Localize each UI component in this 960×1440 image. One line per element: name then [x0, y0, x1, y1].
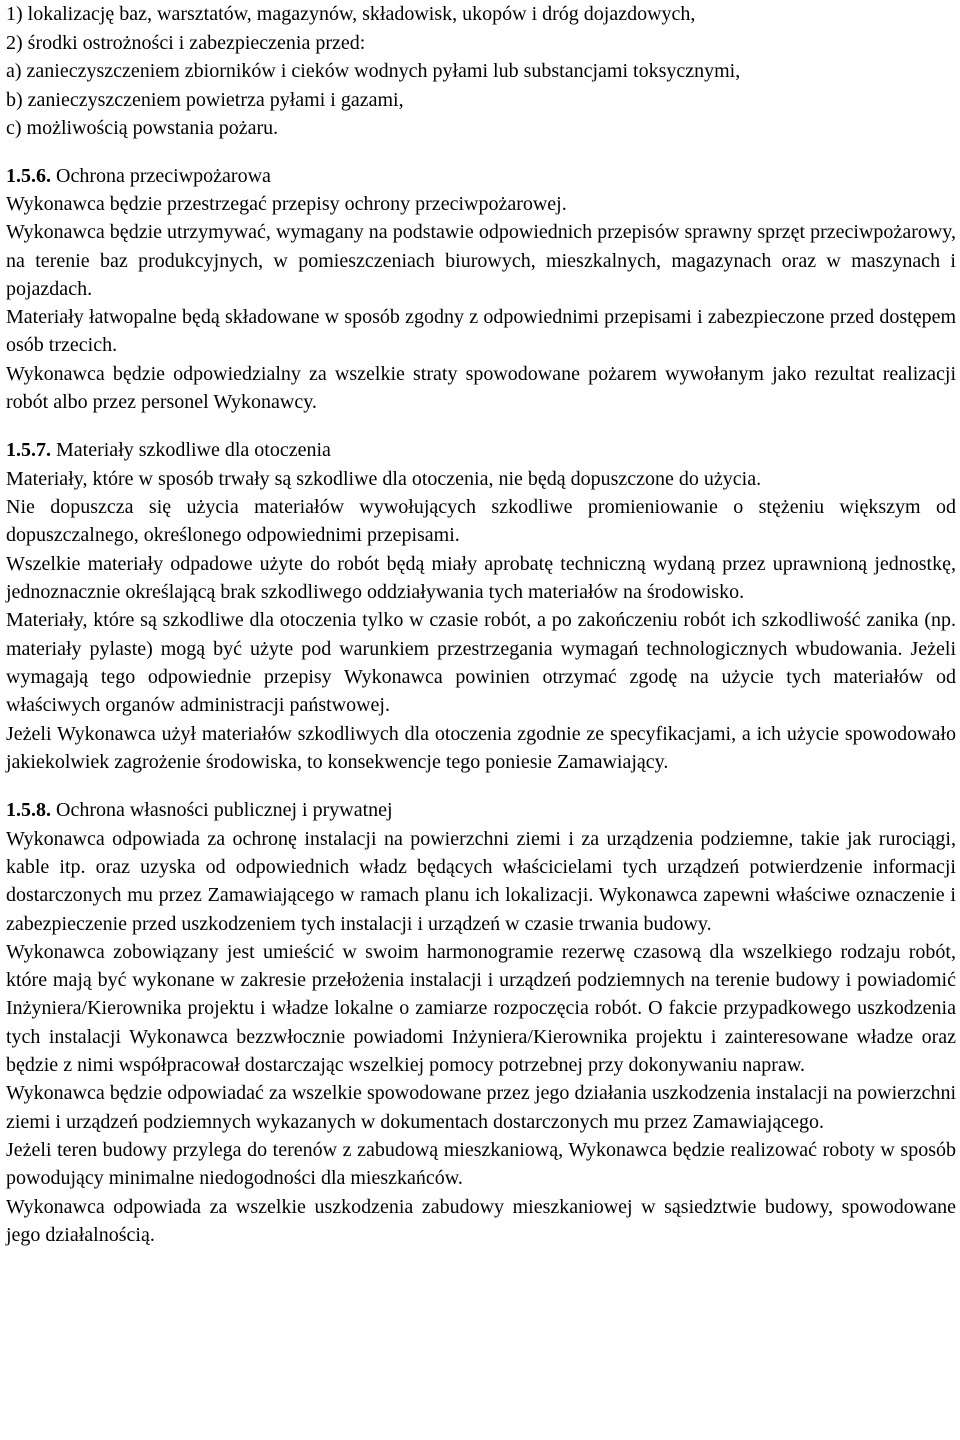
list-subitem-b: b) zanieczyszczeniem powietrza pyłami i gazami, — [6, 88, 404, 111]
section-heading — [6, 436, 956, 465]
section-1-5-6 — [6, 162, 956, 417]
section-title: Materiały szkodliwe dla otoczenia — [56, 439, 331, 462]
paragraph: Materiały łatwopalne będą składowane w sposób zgodny z odpowiednimi przepisami i zabezpieczone przed dostępem osób trzecich. — [6, 306, 956, 357]
paragraph: Nie dopuszcza się użycia materiałów wywołujących szkodliwe promieniowanie o stężeniu większym od dopuszczalnego, określonego odpowiednimi przepisami. — [6, 496, 956, 547]
section-number: 1.5.7. — [6, 439, 51, 462]
paragraph: Materiały, które są szkodliwe dla otoczenia tylko w czasie robót, a po zakończeniu robót ich szkodliwość zanika (np. materiały pylaste) mogą być użyte pod warunkiem przestrzegania wymagań technologicznych wbudowania. Jeżeli wymagają tego odpowiednie przepisy Wykonawca powinien otrzymać zgodę na użycie tych materiałów od właściwych organów administracji państwowej. — [6, 609, 956, 717]
section-1-5-8 — [6, 796, 956, 1249]
section-title: Ochrona przeciwpożarowa — [56, 164, 271, 187]
paragraph: Wykonawca będzie utrzymywać, wymagany na podstawie odpowiednich przepisów sprawny sprzęt przeciwpożarowy, na terenie baz produkcyjnych, w pomieszczeniach biurowych, mieszkalnych, magazynach oraz w maszynach i pojazdach. — [6, 221, 956, 300]
section-1-5-7 — [6, 436, 956, 776]
paragraph: Wykonawca będzie odpowiedzialny za wszelkie straty spowodowane pożarem wywołanym jako rezultat realizacji robót albo przez personel Wykonawcy. — [6, 362, 956, 414]
paragraph: Jeżeli teren budowy przylega do terenów z zabudową mieszkaniową, Wykonawca będzie realizować roboty w sposób powodujący minimalne niedogodności dla mieszkańców. — [6, 1138, 956, 1190]
list-item-1: 1) lokalizację baz, warsztatów, magazynów, składowisk, ukopów i dróg dojazdowych, — [6, 3, 696, 25]
paragraph: Jeżeli Wykonawca użył materiałów szkodliwych dla otoczenia zgodnie ze specyfikacjami, a ich użycie spowodowało jakiekolwiek zagrożenie środowiska, to konsekwencje tego poniesie Zamawiający. — [6, 722, 956, 773]
list-item-2: 2) środki ostrożności i zabezpieczenia przed: — [6, 31, 366, 54]
list-subitem-a: a) zanieczyszczeniem zbiorników i cieków wodnych pyłami lub substancjami toksycznymi, — [6, 60, 741, 82]
paragraph: Wykonawca będzie odpowiadać za wszelkie spowodowane przez jego działania uszkodzenia instalacji na powierzchni ziemi i urządzeń podziemnych wykazanych w dokumentach dostarczonych mu przez Zamawiającego. — [6, 1082, 956, 1133]
document-page — [6, 0, 956, 1249]
section-number: 1.5.6. — [6, 164, 51, 187]
paragraph: Wykonawca odpowiada za ochronę instalacji na powierzchni ziemi i za urządzenia podziemne, takie jak rurociągi, kable itp. oraz uzyska od odpowiednich władz będących właścicielami tych urządzeń potwierdzenie informacji dostarczonych mu przez Zamawiającego w ramach planu ich lokalizacji. Wykonawca zapewni właściwe oznaczenie i zabezpieczenie przed uszkodzeniem tych instalacji i urządzeń w czasie trwania budowy. — [6, 827, 956, 935]
paragraph: Wykonawca zobowiązany jest umieścić w swoim harmonogramie rezerwę czasową dla wszelkiego rodzaju robót, które mają być wykonane w zakresie przełożenia instalacji i urządzeń podziemnych na terenie budowy i powiadomić Inżyniera/Kierownika projektu i władze lokalne o zamiarze rozpoczęcia robót. O fakcie przypadkowego uszkodzenia tych instalacji Wykonawca bezzwłocznie powiadomi Inżyniera/Kierownika projektu i zainteresowane władze oraz będzie z nimi współpracował dostarczając wszelkiej pomocy potrzebnej przy dokonywaniu napraw. — [6, 940, 956, 1077]
section-heading — [6, 796, 956, 825]
section-number: 1.5.8. — [6, 799, 51, 822]
section-heading — [6, 162, 956, 191]
list-subitem-c: c) możliwością powstania pożaru. — [6, 117, 279, 139]
paragraph: Wykonawca będzie przestrzegać przepisy ochrony przeciwpożarowej. — [6, 193, 567, 215]
paragraph: Wszelkie materiały odpadowe użyte do robót będą miały aprobatę techniczną wydaną przez uprawnioną jednostkę, jednoznacznie określającą brak szkodliwego oddziaływania tych materiałów na środowisko. — [6, 552, 956, 604]
paragraph: Materiały, które w sposób trwały są szkodliwe dla otoczenia, nie będą dopuszczone do użycia. — [6, 467, 762, 490]
paragraph: Wykonawca odpowiada za wszelkie uszkodzenia zabudowy mieszkaniowej w sąsiedztwie budowy, spowodowane jego działalnością. — [6, 1195, 956, 1246]
section-title: Ochrona własności publicznej i prywatnej — [56, 799, 393, 822]
list-block — [6, 0, 956, 143]
